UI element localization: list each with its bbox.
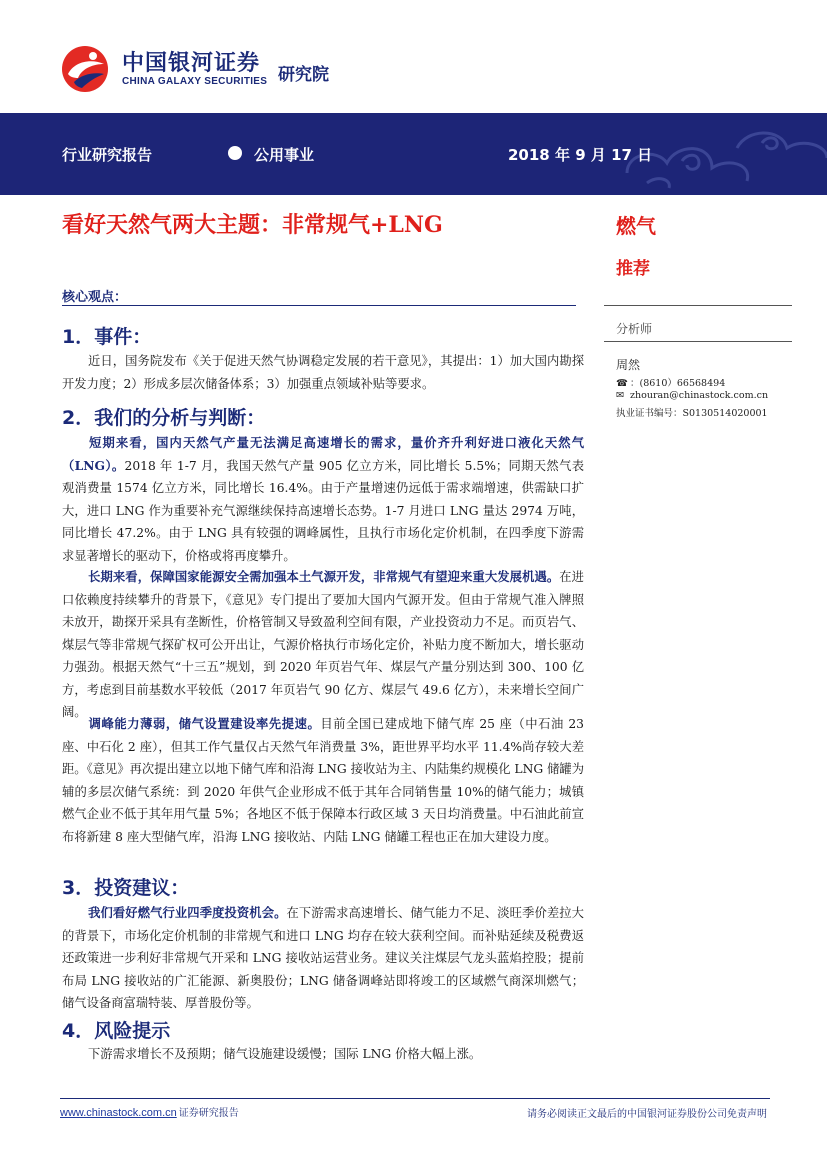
divider [604,341,792,342]
paragraph: 短期来看，国内天然气产量无法满足高速增长的需求，量价齐升利好进口液化天然气（LNG）。2018 年 1-7 月，我国天然气产量 905 亿立方米，同比增长 5.5%；同期天然气表观消费量 1574 亿立方米，同比增长 16.4%。由于产量增速仍远低于需求端增速，供需缺口扩大，进口 LNG 作为重要补充气源继续保持高速增长态势。1-7 月进口 LNG 量达 2974 万吨，同比增长 47.2%。由于 LNG 具有较强的调峰属性，且执行市场化定价机制，在四季度下游需求显著增长的驱动下，价格或将再度攀升。 [62,435,584,563]
footer-disclaimer: 请务必阅读正文最后的中国银河证券股份公司免责声明 [527,1109,767,1120]
paragraph: 近日，国务院发布《关于促进天然气协调稳定发展的若干意见》，其提出：1）加大国内勘探开发力度；2）形成多层次储备体系；3）加强重点领域补贴等要求。 [62,354,584,391]
report-sector: 公用事业 [254,146,315,164]
analyst-heading: 分析师 [616,322,653,336]
paragraph: 下游需求增长不及预期；储气设施建设缓慢；国际 LNG 价格大幅上涨。 [88,1047,482,1061]
analyst-license: 执业证书编号：S0130514020001 [616,408,768,419]
analyst-email[interactable] [616,390,768,401]
company-logo [60,44,360,94]
sector-name: 燃气 [616,214,656,238]
section-heading: 2．我们的分析与判断： [62,407,266,429]
paragraph: 调峰能力薄弱，储气设置建设率先提速。目前全国已建成地下储气库 25 座（中石油 23 座、中石化 2 座），但其工作气量仅占天然气年消费量 3%，距世界平均水平 11.4%尚存较大差距。《意见》再次提出建立以地下储气库和沿海 LNG 接收站为主、内陆集约规模化 LNG 储罐为辅的多层次储气系统：到 2020 年供气企业形成不低于其年合同销售量 10%的储气能力；城镇燃气企业不低于其年用气量 5%；各地区不低于保障本行政区域 3 天日均消费量。中石油此前宣布将新建 8 座大型储气库，沿海 LNG 接收站、内陆 LNG 储罐工程也正在加大建设力度。 [62,716,584,844]
divider [604,305,792,306]
bullet-dot-icon [228,146,242,160]
paragraph: 我们看好燃气行业四季度投资机会。在下游需求高速增长、储气能力不足、淡旺季价差拉大的背景下，市场化定价机制的非常规气和进口 LNG 均存在较大获利空间。而补贴延续及税费返还政策进一步利好非常规气开采和 LNG 接收站运营业务。建议关注煤层气龙头蓝焰控股；提前布局 LNG 接收站的广汇能源、新奥股份；LNG 储备调峰站即将竣工的区域燃气商深圳燃气；储气设备商富瑞特装、厚普股份等。 [62,905,584,1010]
footer-source [60,1104,239,1119]
logo-english-name: CHINA GALAXY SECURITIES [122,76,268,87]
footer-divider [60,1098,770,1099]
phone-text: ：(8610）66568494 [630,378,726,389]
analyst-name: 周然 [616,358,641,372]
report-type: 行业研究报告 [62,146,153,164]
section-heading: 1．事件： [62,326,152,348]
footer-doc-type: 证券研究报告 [178,1108,239,1119]
phone-icon: ☎ [616,378,628,389]
email-icon: ✉ [616,390,624,401]
paragraph: 长期来看，保障国家能源安全需加强本土气源开发，非常规气有望迎来重大发展机遇。在进口依赖度持续攀升的背景下，《意见》专门提出了要加大国内气源开发。但由于常规气准入牌照未放开，勘探开采具有垄断性，价格管制又导致盈利空间有限，产业投资动力不足。而页岩气、煤层气等非常规气探矿权可公开出让，气源价格执行市场化定价，补贴力度不断加大，增长驱动力强劲。根据天然气“十三五”规划，到 2020 年页岩气年、煤层气产量分别达到 300、100 亿方，考虑到目前基数水平较低（2017 年页岩气 90 亿方、煤层气 49.6 亿方），未来增长空间广阔。 [62,569,584,719]
divider [62,305,576,306]
core-points-label: 核心观点： [62,290,128,305]
email-text[interactable]: zhouran@chinastock.com.cn [630,390,769,401]
website-link[interactable]: www.chinastock.com.cn [60,1107,177,1119]
galaxy-logo-icon [60,44,110,94]
institute-name: 研究院 [278,65,329,85]
rating-badge: 推荐 [616,259,650,279]
analyst-phone [616,375,725,389]
report-banner [0,113,827,195]
logo-chinese-name: 中国银河证券 [122,51,261,76]
report-date: 2018 年 9 月 17 日 [508,146,653,164]
section-heading: 4．风险提示 [62,1020,171,1042]
section-heading: 3．投资建议： [62,877,190,899]
report-title: 看好天然气两大主题：非常规气+LNG [62,212,443,238]
